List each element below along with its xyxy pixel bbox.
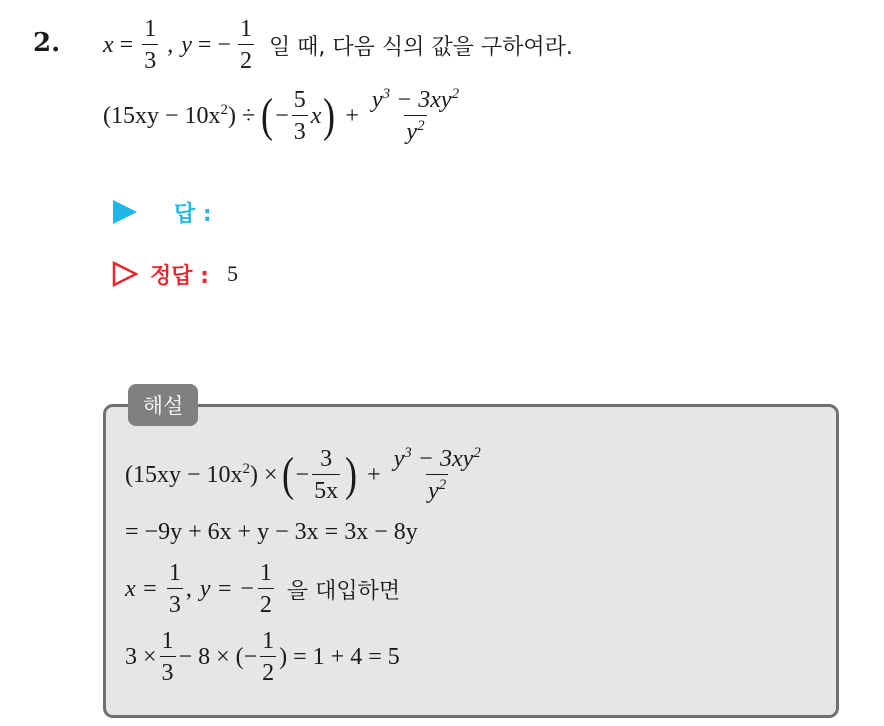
separator-comma: , <box>167 31 174 58</box>
fraction-y-expression <box>370 88 461 144</box>
separator-comma: , <box>185 575 192 602</box>
correct-answer-value: 5 <box>226 261 238 286</box>
fraction-denominator: 3 <box>167 588 183 617</box>
expr-plus: + <box>345 102 359 129</box>
expr-part2: ) ÷ <box>228 102 256 129</box>
fraction-five-thirds <box>292 88 308 144</box>
fraction-numerator: 1 <box>144 16 157 42</box>
play-arrow-icon <box>112 199 138 225</box>
solution-line-1 <box>125 444 486 506</box>
fraction-one-third <box>160 629 176 685</box>
correct-answer-label: 정답 : <box>150 263 209 289</box>
fraction-numerator: 3 <box>320 446 333 472</box>
fraction-denominator <box>404 115 426 144</box>
exponent: 2 <box>438 477 447 493</box>
fraction-denominator: 2 <box>238 44 254 73</box>
sol-line4-c: ) = 1 + 4 = 5 <box>279 643 400 670</box>
exponent: 3 <box>382 86 391 102</box>
fraction-numerator: 5 <box>293 87 306 113</box>
fraction-one-half <box>260 629 276 685</box>
fraction-denominator: 3 <box>142 44 158 73</box>
fraction-numerator: 1 <box>161 628 174 654</box>
exponent: 3 <box>404 445 412 461</box>
sol-y-eq: y = − <box>199 575 255 602</box>
num-rest: − 3xy <box>390 87 452 113</box>
solution-tag: 해설 <box>128 384 198 426</box>
fraction-y-expression <box>392 447 483 503</box>
paren-close: ) <box>345 448 358 501</box>
sol-line4-b: − 8 × (− <box>178 643 258 670</box>
num-y: y <box>371 87 383 113</box>
expr-text: (15xy − 10x <box>125 461 243 488</box>
fraction-numerator: 1 <box>239 16 252 42</box>
paren-close: ) <box>323 89 336 142</box>
exponent: 2 <box>473 445 481 461</box>
expr-x: x <box>310 102 322 129</box>
fraction-denominator: 2 <box>260 656 276 685</box>
fraction-numerator: 1 <box>262 628 275 654</box>
fraction-denominator: 3 <box>160 656 176 685</box>
var-x: x <box>103 31 114 58</box>
fraction-denominator <box>426 474 448 503</box>
paren-open: ( <box>281 448 294 501</box>
exponent: 2 <box>220 101 229 118</box>
num-y: y <box>393 446 405 472</box>
sol-part2: ) × <box>250 461 278 488</box>
equals-minus: = − <box>197 31 231 58</box>
var-y: y <box>181 31 192 58</box>
paren-open: ( <box>261 89 274 142</box>
question-condition <box>103 14 573 76</box>
exponent: 2 <box>451 86 460 102</box>
answer-row <box>112 196 212 228</box>
fraction-numerator: 1 <box>168 560 181 586</box>
correct-answer-row <box>112 258 238 290</box>
fraction-x-value <box>142 17 158 73</box>
equals-sign: = <box>119 31 134 58</box>
expr-part1 <box>103 103 228 130</box>
fraction-numerator: 1 <box>259 560 272 586</box>
fraction-x-value <box>167 561 183 617</box>
fraction-y-value <box>238 17 254 73</box>
fraction-numerator <box>370 88 461 115</box>
fraction-y-value <box>258 561 274 617</box>
sol-line4-a: 3 × <box>125 643 157 670</box>
question-expression <box>103 84 464 148</box>
play-outline-icon <box>112 261 138 287</box>
substitute-text: 을 대입하면 <box>286 578 401 604</box>
expr-minus: − <box>275 102 289 129</box>
den-y: y <box>428 478 439 504</box>
sol-x-eq: x = <box>125 575 158 602</box>
solution-line-4 <box>125 626 400 688</box>
fraction-numerator <box>392 447 483 474</box>
exponent: 2 <box>417 118 425 134</box>
solution-line-3 <box>125 558 400 620</box>
num-rest: − 3xy <box>411 446 474 472</box>
sol-part1 <box>125 462 250 489</box>
den-y: y <box>406 119 418 145</box>
fraction-three-over-5x <box>312 447 340 503</box>
answer-label: 답 : <box>174 201 212 227</box>
fraction-denominator: 2 <box>258 588 274 617</box>
sol-minus: − <box>295 461 310 488</box>
fraction-denominator: 3 <box>292 115 308 144</box>
expr-text: (15xy − 10x <box>103 102 221 129</box>
question-number: 2. <box>33 28 61 58</box>
solution-line-2: = −9y + 6x + y − 3x = 3x − 8y <box>125 518 418 545</box>
exponent: 2 <box>242 460 251 477</box>
sol-plus: + <box>367 461 381 488</box>
fraction-denominator: 5x <box>312 474 340 503</box>
question-text: 일 때, 다음 식의 값을 구하여라. <box>268 34 573 60</box>
